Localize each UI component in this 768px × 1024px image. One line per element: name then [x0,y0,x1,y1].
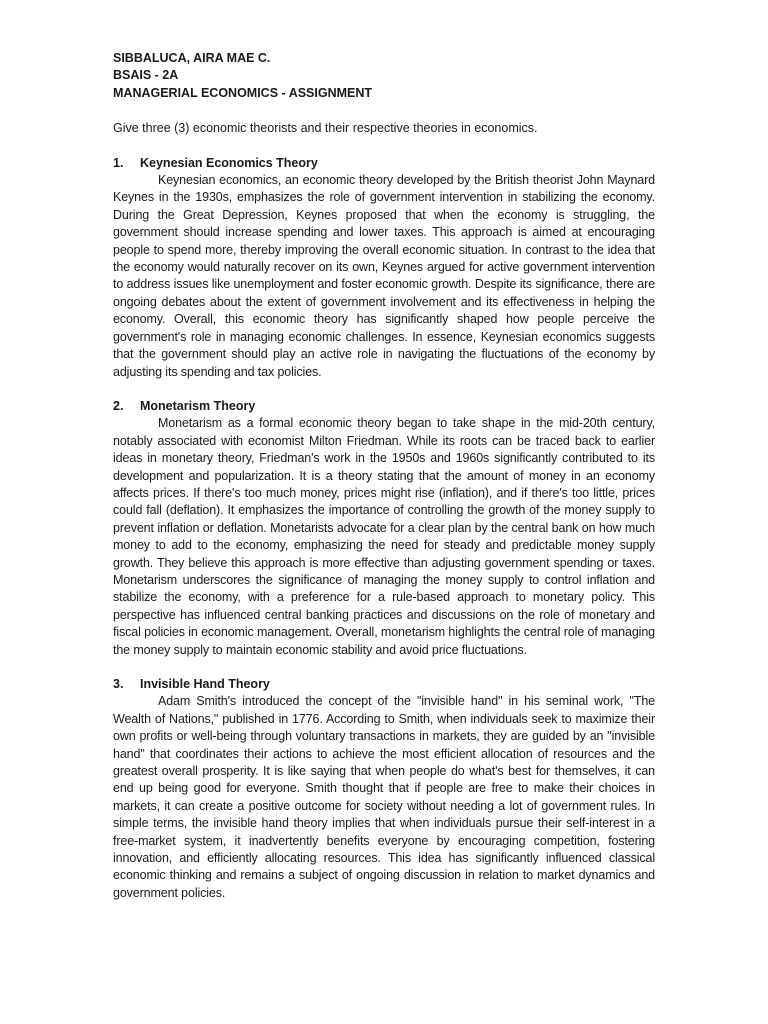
section-body: Adam Smith's introduced the concept of the "invisible hand" in his seminal work, "The Wealth of Nations," published in 1776. According to Smith, when individuals seek to maximize their own profits or well-being through voluntary transactions in markets, they are guided by an "invisible hand" that coordinates their actions to achieve the most efficient allocation of resources and the greatest overall prosperity. It is like saying that when people do what's best for themselves, it can end up being good for everyone. Smith thought that if people are free to make their choices in markets, it can create a positive outcome for society without needing a lot of government rules. In simple terms, the invisible hand theory implies that when individuals pursue their self-interest in a free-market system, it inadvertently benefits everyone by encouraging competition, fostering innovation, and efficiently allocating resources. This idea has significantly influenced classical economic thinking and remains a subject of ongoing discussion in relation to market dynamics and government policies. [113,694,655,900]
section-title: Keynesian Economics Theory [140,155,318,170]
section-title: Invisible Hand Theory [140,677,270,691]
section-number: 3. [113,677,124,691]
section-number: 2. [113,398,124,413]
section-title: Monetarism Theory [140,398,256,413]
section-body: Keynesian economics, an economic theory developed by the British theorist John Maynard Keynes in the 1930s, emphasizes the role of government intervention in stabilizing the economy. During the Great Depression, Keynes proposed that when the economy is struggling, the government should increase spending and lower taxes. This approach is aimed at encouraging people to spend more, thereby improving the overall economic situation. In contrast to the idea that the economy would naturally recover on its own, Keynes argued for active government intervention to address issues like unemployment and foster economic growth. Despite its significance, there are ongoing debates about the extent of government involvement and its effectiveness in helping the economy. Overall, this economic theory has significantly shaped how people perceive the government's role in managing economic challenges. In essence, Keynesian economics suggests that the government should play an active role in navigating the fluctuations of the economy by adjusting its spending and tax policies. [113,173,655,379]
section-heading [113,155,655,172]
section-body: Monetarism as a formal economic theory began to take shape in the mid-20th century, notably associated with economist Milton Friedman. While its roots can be traced back to earlier ideas in monetary theory, Friedman's work in the 1950s and 1960s significantly contributed to its development and popularization. It is a theory stating that the amount of money in an economy affects prices. If there's too much money, prices might rise (inflation), and if there's too little, prices could fall (deflation). It emphasizes the importance of controlling the growth of the money supply to prevent inflation or deflation. Monetarists advocate for a clear plan by the central bank on how much money to add to the economy, emphasizing the need for steady and predictable money supply growth. They believe this approach is more effective than adjusting government spending or taxes. Monetarism underscores the significance of managing the money supply to control inflation and stabilize the economy, with a preference for a rule-based approach to monetary policy. This perspective has influenced central banking practices and discussions on the role of monetary and fiscal policies in economic management. Overall, monetarism highlights the central role of managing the money supply to maintain economic stability and avoid price fluctuations. [113,416,655,657]
section-number: 1. [113,155,124,170]
document-page [113,50,655,919]
section-invisible-hand [113,676,655,902]
student-name: SIBBALUCA, AIRA MAE C. [113,51,271,65]
section-monetarism [113,398,655,659]
assignment-title: MANAGERIAL ECONOMICS - ASSIGNMENT [113,85,373,100]
section-keynesian [113,155,655,381]
student-course: BSAIS - 2A [113,68,179,83]
section-heading [113,398,655,415]
assignment-prompt: Give three (3) economic theorists and their respective theories in economics. [113,121,538,136]
section-heading [113,676,655,693]
